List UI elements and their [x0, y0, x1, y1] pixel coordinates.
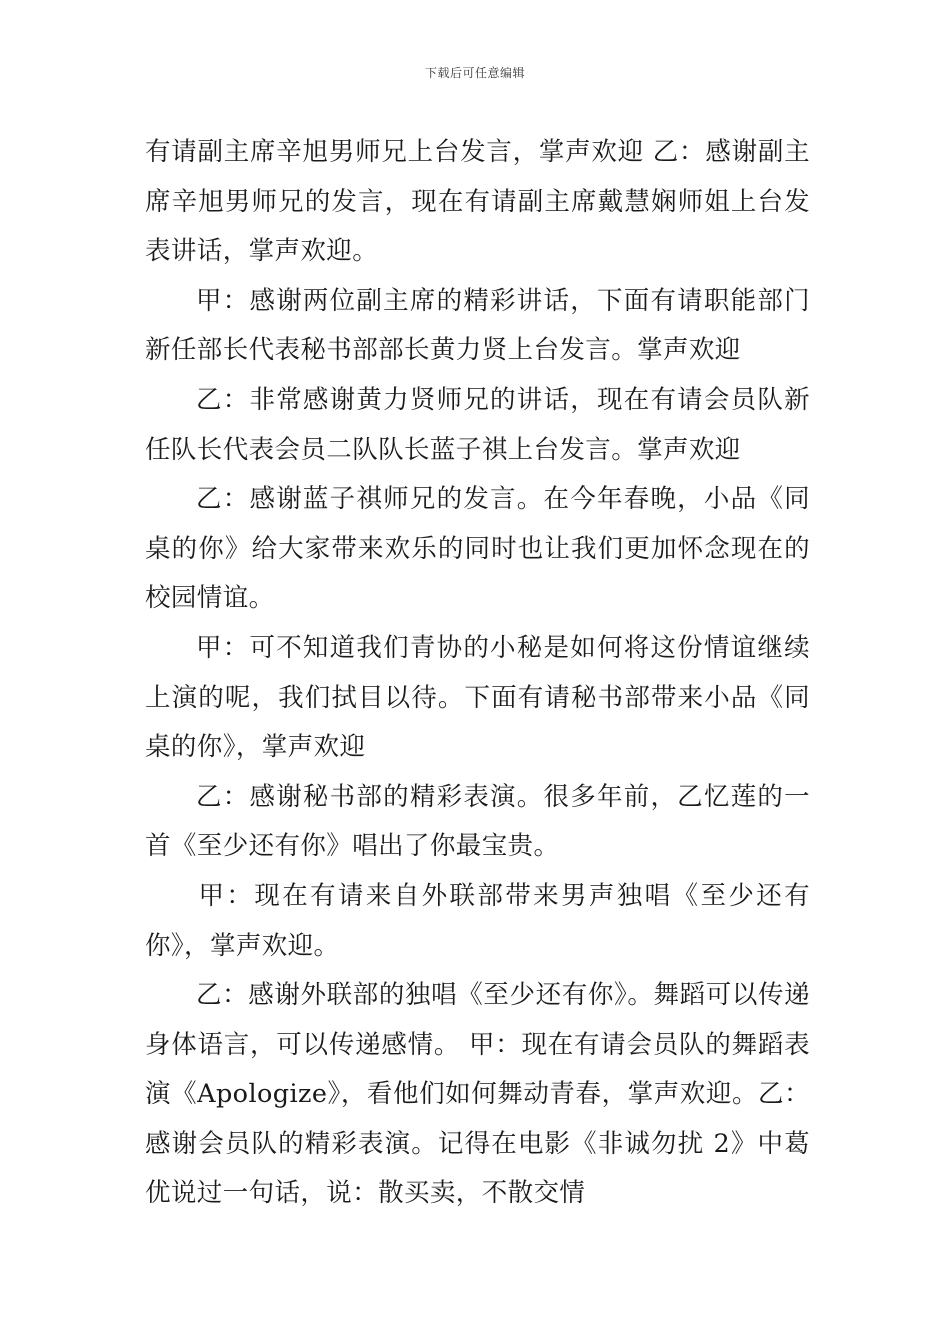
paragraph-8: 乙：感谢外联部的独唱《至少还有你》。舞蹈可以传递身体语言，可以传递感情。 甲：现在有请会员队的舞蹈表演《Apologize》，看他们如何舞动青春，掌声欢迎。乙：感谢会员队的精彩表演。记得在电影《非诚勿扰 2》中葛优说过一句话，说：散买卖，不散交情 [145, 980, 810, 1209]
page-header: 下载后可任意编辑 [424, 66, 525, 80]
document-body [145, 128, 810, 1219]
paragraph-3: 乙：非常感谢黄力贤师兄的讲话，现在有请会员队新任队长代表会员二队队长蓝子祺上台发言。掌声欢迎 [145, 384, 810, 465]
paragraph-7: 甲：现在有请来自外联部带来男声独唱《至少还有你》，掌声欢迎。 [145, 880, 810, 961]
paragraph-2: 甲：感谢两位副主席的精彩讲话，下面有请职能部门新任部长代表秘书部部长黄力贤上台发言。掌声欢迎 [145, 285, 810, 366]
paragraph-4: 乙：感谢蓝子祺师兄的发言。在今年春晚，小品《同桌的你》给大家带来欢乐的同时也让我们更加怀念现在的校园情谊。 [145, 484, 810, 614]
paragraph-1: 有请副主席辛旭男师兄上台发言，掌声欢迎 乙：感谢副主席辛旭男师兄的发言，现在有请副主席戴慧娴师姐上台发表讲话，掌声欢迎。 [145, 137, 810, 267]
paragraph-5: 甲：可不知道我们青协的小秘是如何将这份情谊继续上演的呢，我们拭目以待。下面有请秘书部带来小品《同桌的你》，掌声欢迎 [145, 632, 810, 763]
paragraph-6: 乙：感谢秘书部的精彩表演。很多年前，乙忆莲的一首《至少还有你》唱出了你最宝贵。 [145, 781, 810, 862]
